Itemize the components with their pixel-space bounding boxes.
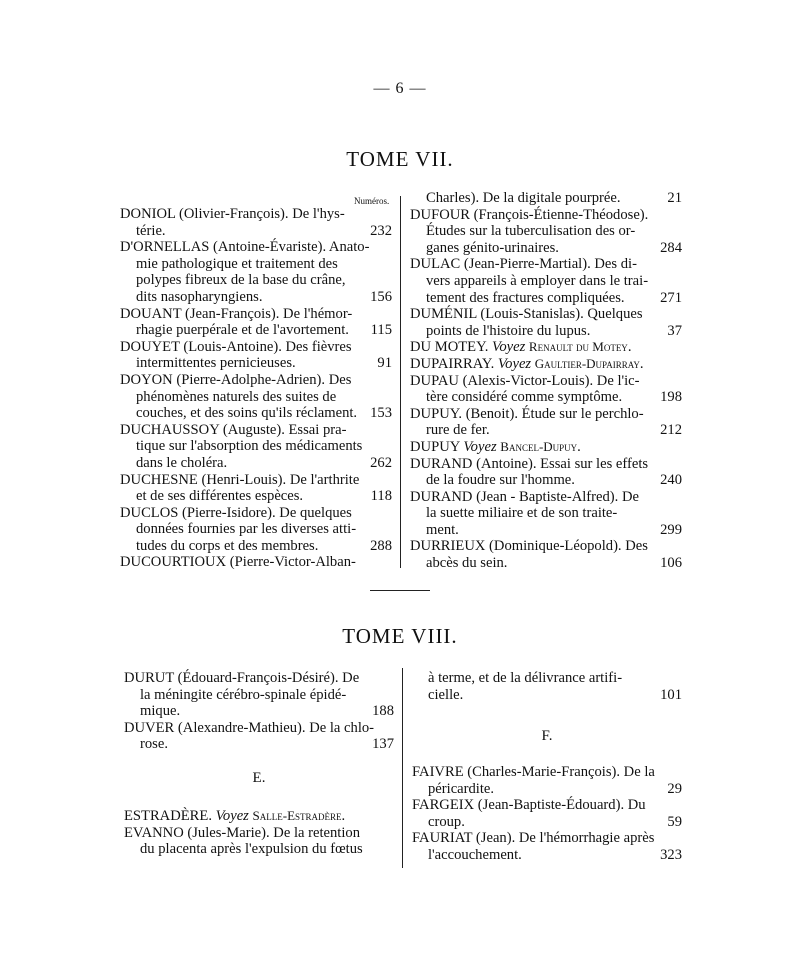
entry-line: péricardite. <box>428 780 495 797</box>
tome-vii-right-column <box>410 190 682 572</box>
index-entry <box>410 306 682 339</box>
entry-line: phénomènes naturels des suites de <box>136 388 337 405</box>
index-entry <box>124 825 394 858</box>
index-entry <box>410 190 682 207</box>
entry-line: rhagie puerpérale et de l'avortement. <box>136 322 349 339</box>
entry-line: couches, et des soins qu'ils réclament. <box>136 405 358 422</box>
entry-number: 262 <box>370 454 392 471</box>
entry-line: DUPAU (Alexis-Victor-Louis). De l'ic- <box>410 372 640 389</box>
entry-number: 29 <box>667 780 682 797</box>
entry-line: du placenta après l'expulsion du fœtus <box>140 841 363 858</box>
entry-line: dits nasopharyngiens. <box>136 288 263 305</box>
entry-line: croup. <box>428 813 465 830</box>
index-entry <box>410 439 682 456</box>
index-entry <box>410 406 682 439</box>
index-entry <box>410 207 682 257</box>
entry-line: ment. <box>426 521 459 538</box>
entry-line: abcès du sein. <box>426 555 508 572</box>
entry-line: rose. <box>140 736 168 753</box>
entry-number: 188 <box>372 703 394 720</box>
entry-line: polypes fibreux de la base du crâne, <box>136 272 346 289</box>
tome-viii-left-column-e <box>124 808 394 858</box>
entry-number: 156 <box>370 288 392 305</box>
entry-line: DUFOUR (François-Étienne-Théodose). <box>410 206 649 223</box>
index-entry <box>120 239 392 305</box>
entry-line: et de ses différentes espèces. <box>136 488 304 505</box>
entry-line: FARGEIX (Jean-Baptiste-Édouard). Du <box>412 797 646 814</box>
index-entry <box>120 472 392 505</box>
entry-line: données fournies par les diverses atti- <box>136 521 357 538</box>
entry-line: DULAC (Jean-Pierre-Martial). Des di- <box>410 256 637 273</box>
entry-number: 271 <box>660 289 682 306</box>
entry-line: tère considéré comme symptôme. <box>426 389 623 406</box>
index-entry <box>410 456 682 489</box>
entry-number: 106 <box>660 555 682 572</box>
entry-number: 323 <box>660 846 682 863</box>
entry-line: DUCHESNE (Henri-Louis). De l'arthrite <box>120 471 360 488</box>
entry-line: DUCOURTIOUX (Pierre-Victor-Alban- <box>120 554 356 571</box>
index-entry <box>412 670 682 703</box>
entry-line: DURAND (Jean - Baptiste-Alfred). De <box>410 488 639 505</box>
entry-line: tudes du corps et des membres. <box>136 537 319 554</box>
index-entry <box>412 797 682 830</box>
numeros-label: Numéros. <box>354 196 390 206</box>
entry-number: 118 <box>370 488 392 505</box>
entry-line: DUCLOS (Pierre-Isidore). De quelques <box>120 504 352 521</box>
entry-number: 284 <box>660 239 682 256</box>
entry-line: tique sur l'absorption des médicaments <box>136 438 363 455</box>
index-entry <box>124 808 394 825</box>
entry-line: DURRIEUX (Dominique-Léopold). Des <box>410 538 648 555</box>
tome-vii-column-divider <box>400 196 401 568</box>
entry-number: 115 <box>370 322 392 339</box>
index-entry <box>120 554 392 571</box>
index-entry <box>120 422 392 472</box>
entry-line: DUPUY Voyez Bancel-Dupuy. <box>410 438 581 455</box>
entry-line: dans le choléra. <box>136 454 228 471</box>
index-entry <box>124 670 394 720</box>
tome-viii-right-column <box>412 670 682 703</box>
entry-line: térie. <box>136 222 166 239</box>
letter-f-heading: F. <box>541 728 553 744</box>
tome-viii-left-column <box>124 670 394 753</box>
entry-number: 101 <box>660 686 682 703</box>
entry-line: la méningite cérébro-spinale épidé- <box>140 686 347 703</box>
entry-number: 59 <box>667 813 682 830</box>
tome-viii-column-divider <box>402 668 403 868</box>
entry-number: 299 <box>660 521 682 538</box>
entry-line: DOYON (Pierre-Adolphe-Adrien). Des <box>120 371 352 388</box>
entry-number: 198 <box>660 389 682 406</box>
entry-line: DUVER (Alexandre-Mathieu). De la chlo- <box>124 719 375 736</box>
index-entry <box>410 538 682 571</box>
index-entry <box>124 720 394 753</box>
entry-line: points de l'histoire du lupus. <box>426 322 591 339</box>
index-entry <box>120 339 392 372</box>
entry-line: cielle. <box>428 686 464 703</box>
entry-line: FAIVRE (Charles-Marie-François). De la <box>412 764 655 780</box>
entry-line: DU MOTEY. Voyez Renault du Motey. <box>410 339 632 356</box>
entry-number: 153 <box>370 405 392 422</box>
index-entry <box>412 830 682 863</box>
entry-line: rure de fer. <box>426 422 490 439</box>
tome-viii-title: TOME VIII. <box>342 624 458 648</box>
index-entry <box>120 505 392 555</box>
index-entry <box>410 256 682 306</box>
entry-line: la suette miliaire et de son traite- <box>426 505 618 522</box>
entry-line: ESTRADÈRE. Voyez Salle-Estradère. <box>124 808 346 824</box>
page-number: — 6 — <box>373 80 427 97</box>
entry-line: DOUANT (Jean-François). De l'hémor- <box>120 305 353 322</box>
index-entry <box>120 306 392 339</box>
entry-number: 232 <box>370 222 392 239</box>
entry-line: DUMÉNIL (Louis-Stanislas). Quelques <box>410 306 643 323</box>
entry-line: FAURIAT (Jean). De l'hémorrhagie après <box>412 830 655 847</box>
entry-line: l'accouchement. <box>428 846 522 863</box>
entry-number: 37 <box>667 322 682 339</box>
entry-line: DUPUY. (Benoit). Étude sur le perchlo- <box>410 405 644 422</box>
entry-line: à terme, et de la délivrance artifi- <box>428 670 623 686</box>
entry-number: 137 <box>372 736 394 753</box>
entry-number: 240 <box>660 472 682 489</box>
entry-line: vers appareils à employer dans le trai- <box>426 272 649 289</box>
letter-e-heading: E. <box>252 770 266 786</box>
entry-line: D'ORNELLAS (Antoine-Évariste). Anato- <box>120 239 370 256</box>
index-entry <box>410 339 682 356</box>
entry-number: 288 <box>370 537 392 554</box>
entry-number: 91 <box>377 355 392 372</box>
entry-line: DURUT (Édouard-François-Désiré). De <box>124 670 360 686</box>
entry-line: DURAND (Antoine). Essai sur les effets <box>410 455 649 472</box>
index-entry <box>412 764 682 797</box>
entry-line: mie pathologique et traitement des <box>136 255 338 272</box>
entry-line: Études sur la tuberculisation des or- <box>426 223 636 240</box>
index-entry <box>120 206 392 239</box>
entry-line: DUPAIRRAY. Voyez Gaultier-Dupairray. <box>410 355 644 372</box>
tome-viii-right-column-f <box>412 764 682 864</box>
tome-vii-title: TOME VII. <box>346 147 454 171</box>
entry-line: intermittentes pernicieuses. <box>136 355 296 372</box>
entry-line: tement des fractures compliquées. <box>426 289 625 306</box>
entry-line: de la foudre sur l'homme. <box>426 472 575 489</box>
entry-line: DOUYET (Louis-Antoine). Des fièvres <box>120 338 352 355</box>
entry-line: Charles). De la digitale pourprée. <box>426 190 621 206</box>
entry-line: DUCHAUSSOY (Auguste). Essai pra- <box>120 421 347 438</box>
index-entry <box>410 489 682 539</box>
entry-number: 21 <box>667 190 682 206</box>
section-divider <box>370 590 430 591</box>
entry-number: 212 <box>660 422 682 439</box>
index-entry <box>410 356 682 373</box>
index-entry <box>120 372 392 422</box>
entry-line: EVANNO (Jules-Marie). De la retention <box>124 824 361 841</box>
index-entry <box>410 373 682 406</box>
entry-line: mique. <box>140 703 181 720</box>
entry-line: DONIOL (Olivier-François). De l'hys- <box>120 206 345 222</box>
tome-vii-left-column <box>120 206 392 571</box>
entry-line: ganes génito-urinaires. <box>426 239 559 256</box>
